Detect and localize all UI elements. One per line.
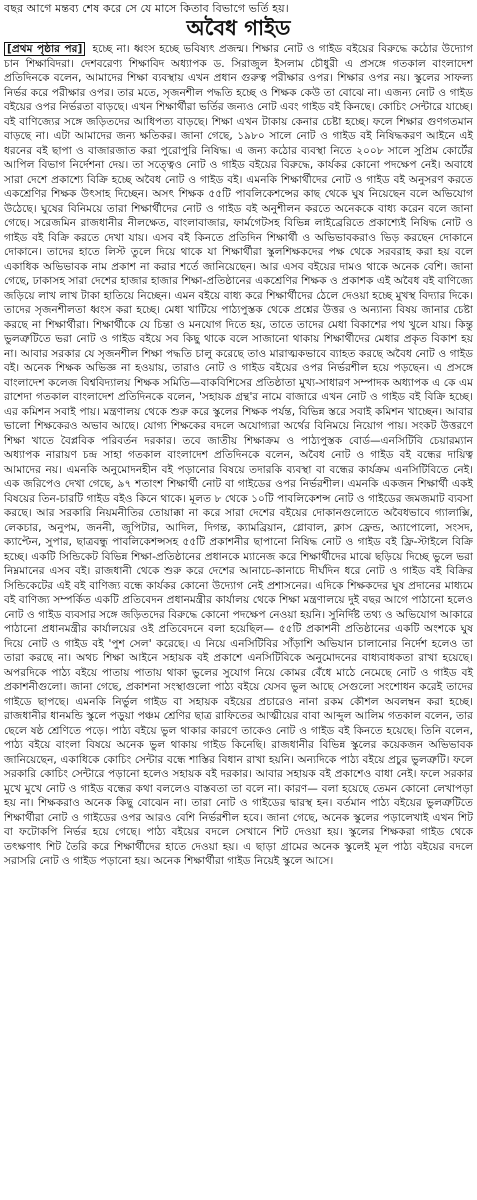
article-headline: অবৈধ গাইড xyxy=(186,16,291,40)
article-paragraph: হচ্ছে না। ধ্বংস হচ্ছে ভবিষ্যৎ প্রজন্ম। শিক্ষার নোট ও গাইড বইয়ের বিরুদ্ধে কঠোর উদ্যোগ চান শিক্ষাবিদরা। দেশবরেণ্য শিক্ষাবিদ অধ্যাপক ড. সিরাজুল ইসলাম চৌধুরী এ প্রসঙ্গে গতকাল বাংলাদেশ প্রতিদিনকে বলেন, আমাদের শিক্ষা ব্যবস্থায় এখন প্রধান গুরুত্ব পরীক্ষার ওপর। শিক্ষার ওপর নয়। স্কুলের সাফল্য নির্ভর করে পরীক্ষার ওপর। তার মতে, সৃজনশীল পদ্ধতি হচ্ছে ও শিক্ষক কেউ তা বোঝে না। এজন্য নোট ও গাইড বইয়ের ওপর নির্ভরতা বাড়ছে। এখন শিক্ষার্থীরা ভর্তির জন্যও নোট এবং গাইড বই কিনছে। কোচিং সেন্টারে যাচ্ছে। বই বাণিজ্যের সঙ্গে জড়িতদের আধিপত্য বাড়ছে। শিক্ষা এখন টাকায় কেনার চেষ্টা হচ্ছে। ফলে শিক্ষার গুণগতমান বাড়ছে না। এটা আমাদের জন্য ক্ষতিকর। জানা গেছে, ১৯৮০ সালে নোট ও গাইড বই নিষিদ্ধকরণ আইনে এই ধরনের বই ছাপা ও বাজারজাত করা পুরোপুরি নিষিদ্ধ। এ জন্য কঠোর ব্যবস্থা নিতে ২০০৮ সালে সুপ্রিম কোর্টের আপিল বিভাগ নির্দেশনা দেয়। তা সত্ত্বেও নোট ও গাইড বইয়ের বিরুদ্ধে, কার্যকর কোনো পদক্ষেপ নেই। অবাধে সারা দেশে প্রকাশ্যে বিক্রি হচ্ছে অবৈধ নোট ও গাইড বই। এমনকি শিক্ষার্থীদের নোট ও গাইড বই অনুসরণ করতে একশ্রেণির শিক্ষক উৎসাহ দিচ্ছেন। অসৎ শিক্ষক ৫৫টি পাবলিকেশন্সের কাছ থেকে ঘুষ নিয়েছেন বলে অভিযোগ উঠেছে। ঘুষের বিনিময়ে তারা শিক্ষার্থীদের নোট ও গাইড বই অনুশীলন করতে অনেককে বাধ্য করেন বলে জানা গেছে। সরেজমিন রাজধানীর নীলক্ষেত, বাংলাবাজার, ফার্মগেটসহ বিভিন্ন লাইব্রেরিতে প্রকাশ্যেই নিষিদ্ধ নোট ও গাইড বই বিক্রি করতে দেখা যায়। এসব বই কিনতে প্রতিদিন শিক্ষার্থী ও অভিভাবকরাও ভিড় করছেন দোকানে দোকানে। তাদের হাতে লিস্ট তুলে দিয়ে থাকে যা শিক্ষার্থীরা স্কুলশিক্ষকদের পক্ষ থেকে সরবরাহ করা হয় বলে একাধিক অভিভাবক নাম প্রকাশ না করার শর্তে জানিয়েছেন। আর এসব বইয়ের দামও থাকে অনেক বেশি। জানা গেছে, ঢাকাসহ সারা দেশের হাজার হাজার শিক্ষা-প্রতিষ্ঠানের একশ্রেণির শিক্ষক ও প্রকাশক এই অবৈধ বই বাণিজ্যে জড়িয়ে লাখ লাখ টাকা হাতিয়ে নিচ্ছেন। এমন বইয়ে বাধ্য করে শিক্ষার্থীদের ঠেলে দেওয়া হচ্ছে মুখস্থ বিদ্যার দিকে। তাদের সৃজনশীলতা ধ্বংস করা হচ্ছে। মেধা খাটিয়ে পাঠ্যপুস্তক থেকে প্রশ্নের উত্তর ও অন্যান্য বিষয় জানার চেষ্টা করছে না শিক্ষার্থীরা। শিক্ষার্থীকে যে চিন্তা ও মনযোগ দিতে হয়, তাতে তাদের মেধা বিকাশের পথ খুলে যায়। কিন্তু ভুলত্রুটিতে ভরা নোট ও গাইড বইয়ে সব কিছু থাকে বলে সাজানো থাকায় শিক্ষার্থীদের মেধার প্রকৃত বিকাশ হয় না। আবার সরকার যে সৃজনশীল শিক্ষা পদ্ধতি চালু করেছে তাও মারাত্মকভাবে ব্যাহত করছে অবৈধ নোট ও গাইড বই। অনেক শিক্ষক অভিজ্ঞ না হওয়ায়, তারাও নোট ও গাইড বইয়ের ওপর নির্ভরশীল হয়ে পড়ছেন। এ প্রসঙ্গে বাংলাদেশ কলেজ বিশ্ববিদ্যালয় শিক্ষক সমিতি—বাকবিশিসের প্রতিষ্ঠাতা মুখ্য-সাধারণ সম্পাদক অধ্যাপক এ কে এম রাশেদা গতকাল বাংলাদেশ প্রতিদিনকে বলেন, 'সহায়ক গ্রন্থ'র নামে বাজারে এখন নোট ও গাইড বই বিক্রি হচ্ছে। এর কমিশন সবাই পায়। মন্ত্রণালয় থেকে শুরু করে স্কুলের শিক্ষক পর্যন্ত, বিভিন্ন স্তরে সবাই কমিশন খাচ্ছেন। আবার ভালো শিক্ষকেরও অভাব আছে। যোগ্য শিক্ষকের বদলে অযোগ্যরা অর্থের বিনিময়ে নিয়োগ পায়। সংকট উত্তরণে শিক্ষা খাতে বৈপ্লবিক পরিবর্তন দরকার। তবে জাতীয় শিক্ষাক্রম ও পাঠ্যপুস্তক বোর্ড—এনসিটিবি চেয়ারম্যান অধ্যাপক নারায়ণ চন্দ্র সাহা গতকাল বাংলাদেশ প্রতিদিনকে বলেন, অবৈধ নোট ও গাইড বই বন্ধের দায়িত্ব আমাদের নয়। এমনকি অনুমোদনহীন বই পড়ানোর বিষয়ে তদারকি ব্যবস্থা বা বন্ধের কার্যক্রম এনসিটিবিতে নেই। এক জরিপেও দেখা গেছে, ৯৭ শতাংশ শিক্ষার্থী নোট বা গাইডের ওপর নির্ভরশীল। এমনকি একজন শিক্ষার্থী একই বিষয়ের তিন-চারটি গাইড বইও কিনে থাকে। মূলত ৮ থেকে ১০টি পাবলিকেশন্স নোট ও গাইডের জমজমাট ব্যবসা করছে। আর সরকারি নিয়মনীতির তোয়াক্কা না করে সারা দেশের বইয়ের দোকানগুলোতে অবৈধভাবে গ্যালাক্সি, লেকচার, অনুপম, জননী, জুপিটার, আদিল, দিগন্ত, ক্যামব্রিয়ান, গ্লোবাল, ক্লাস ফ্রেন্ড, অ্যাপোলো, সংসদ, ক্যাপ্টেন, সুপার, ছাত্রবন্ধু পাবলিকেশন্সসহ ৫৫টি প্রকাশনীর ছাপানো নিষিদ্ধ নোট ও গাইড বই ফ্রি-স্টাইলে বিক্রি হচ্ছে। একটি সিন্ডিকেট বিভিন্ন শিক্ষা-প্রতিষ্ঠানের প্রধানকে ম্যানেজ করে শিক্ষার্থীদের মাঝে ছড়িয়ে দিচ্ছে ভুলে ভরা নিম্নমানের এসব বই। রাজধানী থেকে শুরু করে দেশের আনাচে-কানাচে দীর্ঘদিন ধরে নোট ও গাইড বই বিক্রির সিন্ডিকেটের এই বই বাণিজ্য বন্ধে কার্যকর কোনো উদ্যোগ নেই প্রশাসনের। এদিকে শিক্ষকদের ঘুষ প্রদানের মাধ্যমে বই বাণিজ্য সম্পর্কিত একটি প্রতিবেদন প্রধানমন্ত্রীর কার্যালয় থেকে শিক্ষা মন্ত্রণালয়ে দুই বছর আগে পাঠানো হলেও নোট ও গাইড ব্যবসার সঙ্গে জড়িতদের বিরুদ্ধে কোনো পদক্ষেপ নেওয়া হয়নি। সুনির্দিষ্ট তথ্য ও অভিযোগ আকারে পাঠানো প্রধানমন্ত্রীর কার্যালয়ের ওই প্রতিবেদনে বলা হয়েছিল— ৫৫টি প্রকাশনী প্রতিষ্ঠানের একটি অংশকে ঘুষ দিয়ে নোট ও গাইড বই 'পুশ সেল' করেছে। এ নিয়ে এনসিটিবির সাঁড়াশি অভিযান চালানোর নির্দেশ হলেও তা তারা করছে না। অথচ শিক্ষা আইনে সহায়ক বই প্রকাশে এনসিটিবিকে অনুমোদনের বাধ্যবাধকতা রাখা হয়েছে। অপরদিকে পাঠ্য বইয়ে পাতায় পাতায় থাকা ভুলের সুযোগ নিয়ে কোমর বেঁধে মাঠে নেমেছে নোট ও গাইড বই প্রকাশনীগুলো। জানা গেছে, প্রকাশনা সংস্থাগুলো পাঠ্য বইয়ে যেসব ভুল আছে সেগুলো সংশোধন করেই তাদের গাইডে ছাপছে। এমনকি নির্ভুল গাইড বা সহায়ক বইয়ের প্রচারেও নানা রকম কৌশল অবলম্বন করা হচ্ছে। রাজধানীর ধানমন্ডি স্কুলে পড়ুয়া পঞ্চম শ্রেণির ছাত্র রাফিতের আত্মীয়ের বাবা আব্দুল আলিম গতকাল বলেন, তার ছেলে ষষ্ঠ শ্রেণিতে পড়ে। পাঠ্য বইয়ে ভুল থাকার কারণে তাকেও নোট ও গাইড বই কিনতে হয়েছে। তিনি বলেন, পাঠ্য বইয়ে বাংলা বিষয়ে অনেক ভুল থাকায় গাইড কিনেছি। রাজধানীর বিভিন্ন স্কুলের কয়েকজন অভিভাবক জানিয়েছেন, একাধিকে কোচিং সেন্টার বন্ধে শাস্তির বিধান রাখা হয়নি। অন্যদিকে পাঠ্য বইয়ে প্রচুর ভুলত্রুটি। ফলে সরকারি কোচিং সেন্টারে পড়ানো হলেও সহায়ক বই দরকার। আবার সহায়ক বই প্রকাশেও বাধা নেই। ফলে সরকার মুখে মুখে নোট ও গাইড বন্ধের কথা বললেও বাস্তবতা তা বলে না। কারণ— বলা হয়েছে তেমন কোনো লেখাপড়া হয় না। শিক্ষকরাও অনেক কিছু বোঝেন না। তারা নোট ও গাইডের দ্বারস্থ হন। বর্তমান পাঠ্য বইয়ের ভুলত্রুটিতে শিক্ষার্থীরা নোট ও গাইডের ওপর আরও বেশি নির্ভরশীল হবে। জানা গেছে, অনেক স্কুলের পড়ালেখাই এখন শিট বা ফটোকপি নির্ভর হয়ে গেছে। পাঠ্য বইয়ের বদলে সেখানে শিট দেওয়া হয়। স্কুলের শিক্ষকরা গাইড থেকে তৎক্ষণাৎ শিট তৈরি করে শিক্ষার্থীদের হাতে দেওয়া হয়। এ ছাড়া গ্রামের অনেক স্কুলেই মূল পাঠ্য বইয়ের বদলে সরাসরি নোট ও গাইড পড়ানো হয়। অনেক শিক্ষার্থীরা গাইড নিয়েই স্কুলে আসে। xyxy=(4,43,473,867)
continued-from-front-page-label: [প্রথম পৃষ্ঠার পর] xyxy=(4,42,85,56)
article-body xyxy=(4,42,473,869)
previous-article-tail: বছর আগে মন্তব্য শেষ করে সে যে মাসে কিতাব বিভাগে ভর্তি হয়। xyxy=(4,2,289,15)
